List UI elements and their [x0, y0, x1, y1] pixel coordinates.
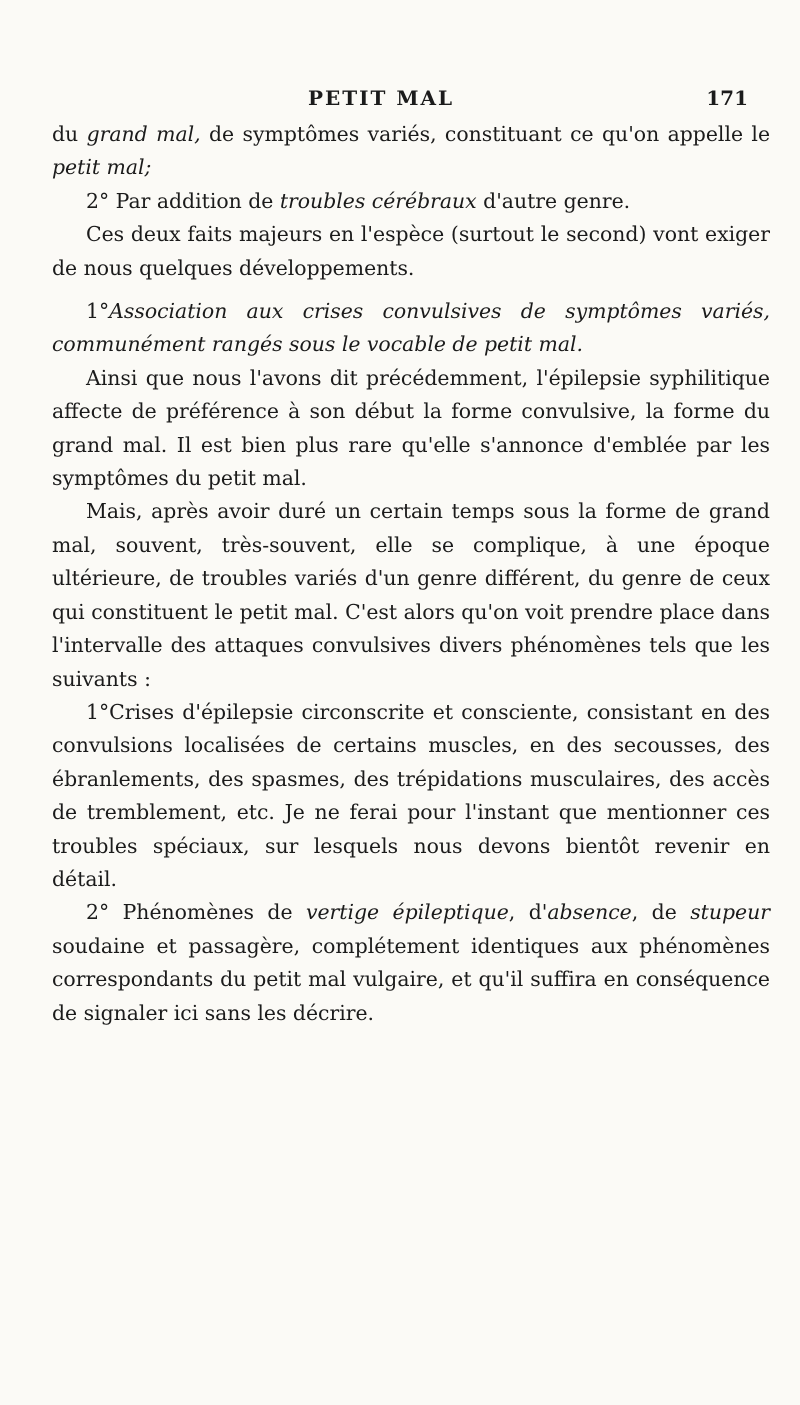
italic-run: troubles cérébraux	[279, 188, 477, 213]
page-number: 171	[706, 86, 748, 110]
text-run: 1°	[86, 299, 110, 324]
italic-run: stupeur	[690, 900, 770, 925]
body-text	[52, 118, 770, 1030]
paragraph-intro	[52, 218, 770, 285]
paragraph-point-2	[52, 185, 770, 218]
italic-run: vertige épileptique	[305, 900, 509, 925]
running-title: PETIT MAL	[308, 86, 455, 110]
italic-run: petit mal;	[52, 155, 152, 180]
text-run: Mais, après avoir duré un certain temps sous la forme de grand mal, souvent, très-souvent, elle se complique, à une époque ultérieure, de troubles variés d'un genre différent, du genre de ceux qui constituent le petit mal. C'est alors qu'on voit prendre place dans l'intervalle des attaques convulsives divers phénomènes tels que les suivants :	[52, 499, 770, 691]
section-heading	[52, 295, 770, 362]
paragraph-continuation	[52, 118, 770, 185]
text-run: Ces deux faits majeurs en l'espèce (surtout le second) vont exiger de nous quelques développements.	[52, 222, 770, 280]
paragraph-crises	[52, 696, 770, 896]
paragraph-phenomenes	[52, 896, 770, 1030]
text-run: , de	[631, 900, 691, 925]
italic-run: grand mal,	[86, 122, 201, 146]
text-run: , d'	[508, 900, 548, 925]
page-header	[0, 86, 800, 116]
italic-run: Association aux crises convulsives de symptômes variés, communément rangés sous le vocable de petit mal.	[52, 299, 770, 357]
text-run: de symptômes variés, constituant ce qu'on appelle le	[200, 122, 771, 146]
text-run: d'autre genre.	[476, 188, 631, 213]
text-run: 2° Par addition de	[86, 188, 280, 213]
text-run: 2° Phénomènes de	[86, 900, 306, 925]
paragraph-ainsi	[52, 362, 770, 496]
paragraph-mais	[52, 495, 770, 695]
text-run: du	[52, 122, 87, 146]
italic-run: absence	[547, 900, 632, 925]
text-run: 1°Crises d'épilepsie circonscrite et consciente, consistant en des convulsions localisées de certains muscles, en des secousses, des ébranlements, des spasmes, des trépidations musculaires, des accès de tremblement, etc. Je ne ferai pour l'instant que mentionner ces troubles spéciaux, sur lesquels nous devons bientôt revenir en détail.	[52, 699, 770, 891]
text-run: soudaine et passagère, complétement identiques aux phénomènes correspondants du petit mal vulgaire, et qu'il suffira en conséquence de signaler ici sans les décrire.	[52, 933, 770, 1025]
text-run: Ainsi que nous l'avons dit précédemment, l'épilepsie syphilitique affecte de préférence à son début la forme convulsive, la forme du grand mal. Il est bien plus rare qu'elle s'annonce d'emblée par les symptômes du petit mal.	[52, 365, 770, 491]
